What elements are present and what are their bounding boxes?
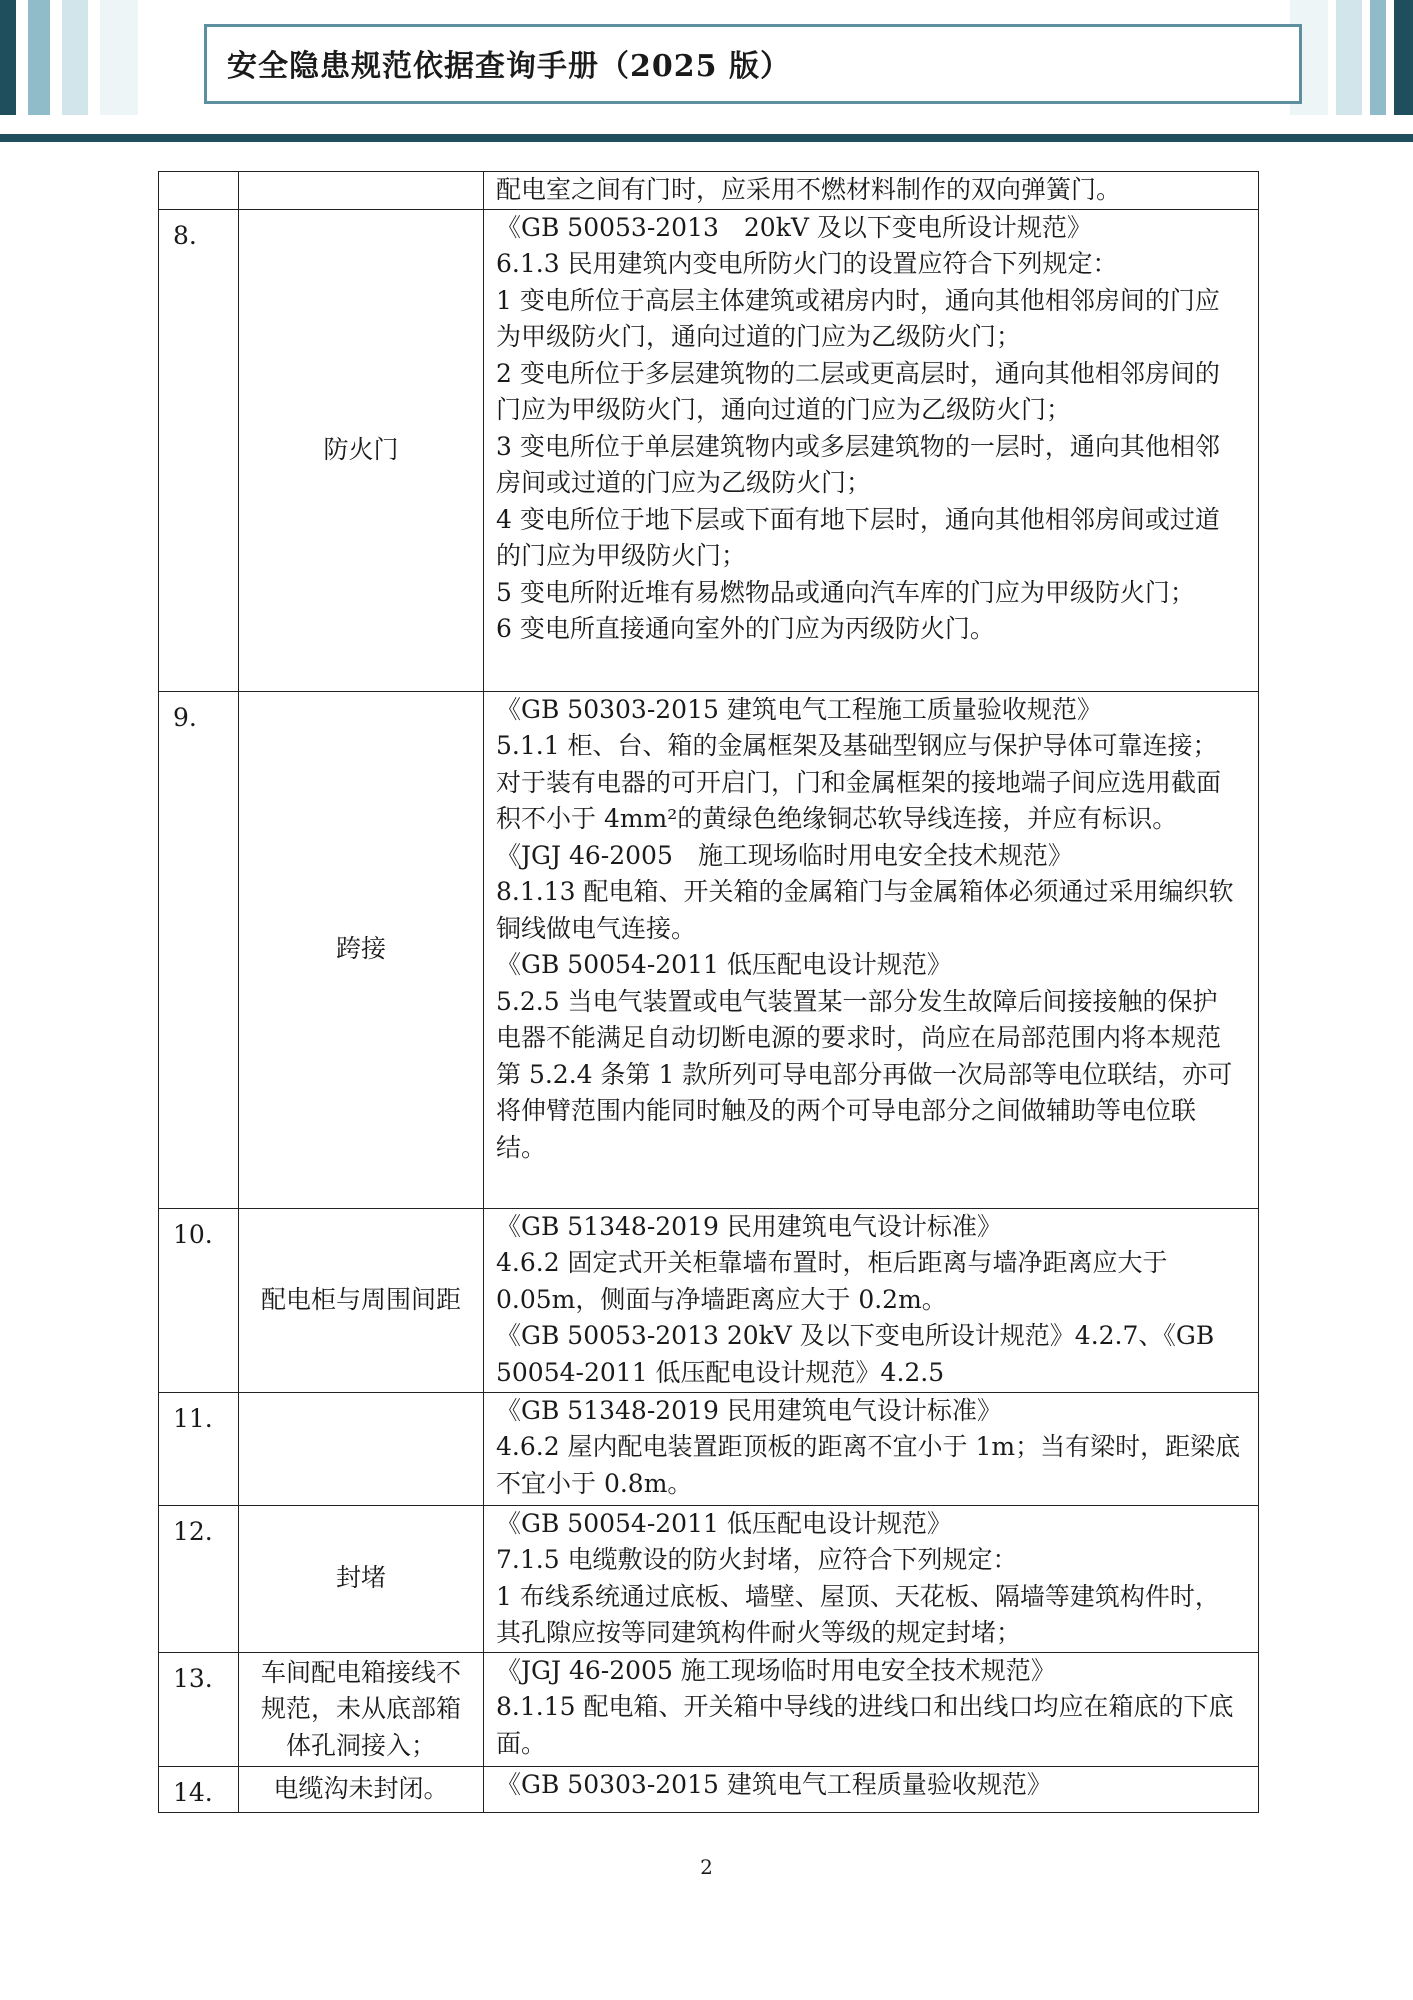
header-stripe <box>62 0 88 115</box>
reference-line: 7.1.5 电缆敷设的防火封堵，应符合下列规定： <box>496 1545 1018 1574</box>
reference-line: 4.6.2 屋内配电装置距顶板的距离不宜小于 1m；当有梁时，距梁底不宜小于 0.8m。 <box>496 1432 1241 1498</box>
reference-line: 配电室之间有门时，应采用不燃材料制作的双向弹簧门。 <box>496 175 1122 204</box>
reference-line: 《GB 51348-2019 民用建筑电气设计标准》 <box>496 1211 1002 1241</box>
reference-cell <box>484 1652 1259 1767</box>
regulation-table <box>158 171 1259 1813</box>
hazard-item <box>239 172 484 210</box>
reference-line: 1 布线系统通过底板、墙壁、屋顶、天花板、隔墙等建筑构件时，其孔隙应按等同建筑构件耐火等级的规定封堵； <box>496 1581 1220 1647</box>
reference-line: 《JGJ 46-2005 施工现场临时用电安全技术规范》 <box>496 840 1073 870</box>
table-row <box>159 1767 1259 1813</box>
reference-cell <box>484 1505 1259 1652</box>
reference-line: 6 变电所直接通向室外的门应为丙级防火门。 <box>496 614 995 643</box>
row-number <box>159 172 239 210</box>
header-stripe <box>28 0 50 115</box>
row-number: 8. <box>159 209 239 691</box>
row-number: 10. <box>159 1208 239 1392</box>
hazard-item: 防火门 <box>239 209 484 691</box>
reference-line: 《GB 50303-2015 建筑电气工程施工质量验收规范》 <box>496 694 1102 724</box>
row-number: 12. <box>159 1505 239 1652</box>
reference-cell <box>484 172 1259 210</box>
reference-cell <box>484 1208 1259 1392</box>
reference-line: 6.1.3 民用建筑内变电所防火门的设置应符合下列规定： <box>496 249 1118 278</box>
table-row <box>159 1208 1259 1392</box>
table-row <box>159 1652 1259 1767</box>
hazard-item: 配电柜与周围间距 <box>239 1208 484 1392</box>
reference-line: 《GB 50053-2013 20kV 及以下变电所设计规范》 <box>496 212 1092 242</box>
hazard-item: 车间配电箱接线不规范，未从底部箱体孔洞接入； <box>239 1652 484 1767</box>
reference-cell <box>484 209 1259 691</box>
reference-cell <box>484 1392 1259 1505</box>
header-stripe <box>1370 0 1386 115</box>
row-number: 9. <box>159 691 239 1208</box>
reference-line: 《GB 50054-2011 低压配电设计规范》 <box>496 950 952 979</box>
row-number: 14. <box>159 1767 239 1813</box>
header-stripe <box>100 0 138 115</box>
hazard-item: 电缆沟未封闭。 <box>239 1767 484 1813</box>
reference-cell <box>484 1767 1259 1813</box>
reference-line: 1 变电所位于高层主体建筑或裙房内时，通向其他相邻房间的门应为甲级防火门，通向过道的门应为乙级防火门； <box>496 285 1220 351</box>
reference-cell <box>484 691 1259 1208</box>
reference-line: 4.6.2 固定式开关柜靠墙布置时，柜后距离与墙净距离应大于 0.05m，侧面与净墙距离应大于 0.2m。 <box>496 1248 1168 1314</box>
reference-line: 4 变电所位于地下层或下面有地下层时，通向其他相邻房间或过道的门应为甲级防火门； <box>496 504 1220 570</box>
row-number: 11. <box>159 1392 239 1505</box>
reference-line: 2 变电所位于多层建筑物的二层或更高层时，通向其他相邻房间的门应为甲级防火门，通向过道的门应为乙级防火门； <box>496 358 1220 424</box>
table-row <box>159 1392 1259 1505</box>
header-stripe <box>1394 0 1413 115</box>
reference-line: 5.2.5 当电气装置或电气装置某一部分发生故障后间接接触的保护电器不能满足自动切断电源的要求时，尚应在局部范围内将本规范第 5.2.4 条第 1 款所列可导电部分再做一次局部等电位联结，亦可将伸臂范围内能同时触及的两个可导电部分之间做辅助等电位联结。 <box>496 986 1233 1162</box>
hazard-item: 封堵 <box>239 1505 484 1652</box>
reference-line: 8.1.13 配电箱、开关箱的金属箱门与金属箱体必须通过采用编织软铜线做电气连接。 <box>496 877 1234 943</box>
reference-line: 3 变电所位于单层建筑物内或多层建筑物的一层时，通向其他相邻房间或过道的门应为乙级防火门； <box>496 431 1220 497</box>
reference-line: 《JGJ 46-2005 施工现场临时用电安全技术规范》 <box>496 1655 1056 1685</box>
page-number: 2 <box>700 1855 713 1879</box>
table-row <box>159 691 1259 1208</box>
reference-line: 5.1.1 柜、台、箱的金属框架及基础型钢应与保护导体可靠连接；对于装有电器的可开启门，门和金属框架的接地端子间应选用截面积不小于 4mm²的黄绿色绝缘铜芯软导线连接，并应有标识。 <box>496 731 1222 833</box>
reference-line: 8.1.15 配电箱、开关箱中导线的进线口和出线口均应在箱底的下底面。 <box>496 1692 1234 1758</box>
reference-line: 《GB 50054-2011 低压配电设计规范》 <box>496 1508 952 1538</box>
row-number: 13. <box>159 1652 239 1767</box>
table-row <box>159 209 1259 691</box>
reference-line: 《GB 51348-2019 民用建筑电气设计标准》 <box>496 1395 1002 1425</box>
document-title: 安全隐患规范依据查询手册（2025 版） <box>227 49 791 84</box>
table-row <box>159 172 1259 210</box>
header-stripe <box>1336 0 1362 115</box>
header-box <box>204 24 1302 104</box>
header-stripe <box>0 0 16 115</box>
hazard-item <box>239 1392 484 1505</box>
header-rule <box>0 134 1413 142</box>
reference-line: 《GB 50303-2015 建筑电气工程质量验收规范》 <box>496 1770 1052 1799</box>
table-row <box>159 1505 1259 1652</box>
reference-line: 5 变电所附近堆有易燃物品或通向汽车库的门应为甲级防火门； <box>496 577 1195 607</box>
reference-line: 《GB 50053-2013 20kV 及以下变电所设计规范》4.2.7、《GB 50054-2011 低压配电设计规范》4.2.5 <box>496 1321 1215 1387</box>
hazard-item: 跨接 <box>239 691 484 1208</box>
